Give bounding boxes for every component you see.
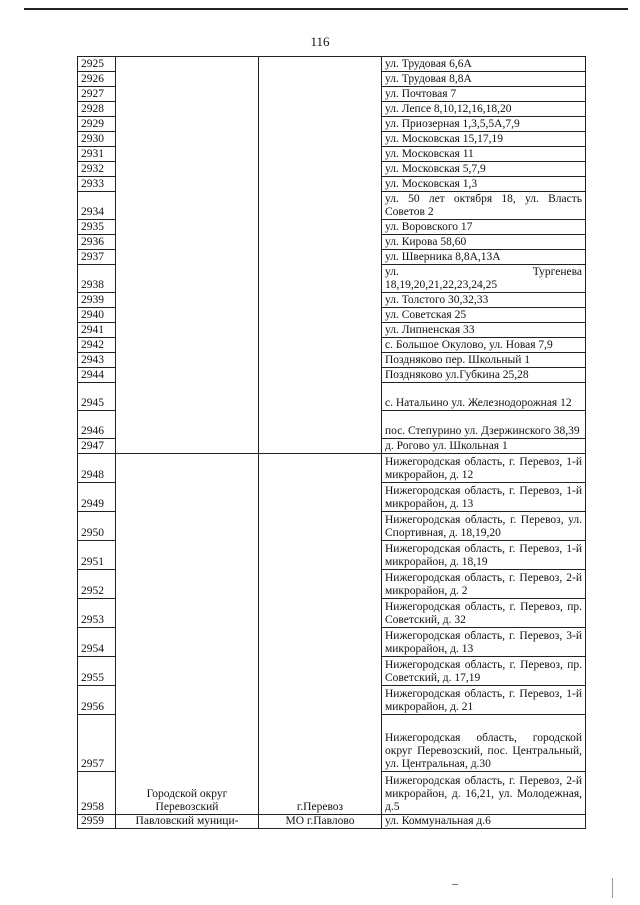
district-cell: Городской округ Перевозский: [116, 454, 259, 815]
scan-mark: [452, 884, 458, 885]
address-cell: [382, 265, 586, 293]
address-cell: ул. 50 лет октября 18, ул. Власть Советов 2: [382, 192, 586, 220]
address-cell: пос. Степурино ул. Дзержинского 38,39: [382, 411, 586, 439]
row-number: 2939: [78, 293, 116, 308]
address-cell: Нижегородская область, г. Перевоз, ул. Спортивная, д. 18,19,20: [382, 512, 586, 541]
address-cell: Нижегородская область, г. Перевоз, пр. Советский, д. 17,19: [382, 657, 586, 686]
address-cell: Нижегородская область, городской округ Перевозский, пос. Центральный, ул. Центральная, д.30: [382, 715, 586, 772]
address-table-body: [78, 57, 586, 829]
row-number: 2944: [78, 368, 116, 383]
row-number: 2953: [78, 599, 116, 628]
row-number: 2949: [78, 483, 116, 512]
row-number: 2946: [78, 411, 116, 439]
address-part: ул.: [385, 266, 399, 278]
row-number: 2926: [78, 72, 116, 87]
address-cell: Нижегородская область, г. Перевоз, 1-й микрорайон, д. 13: [382, 483, 586, 512]
address-part: Тургенева: [532, 266, 582, 278]
address-cell: ул. Советская 25: [382, 308, 586, 323]
table-row: [78, 454, 586, 483]
row-number: 2932: [78, 162, 116, 177]
row-number: 2935: [78, 220, 116, 235]
settlement-cell: [259, 57, 382, 454]
address-cell: Поздняково пер. Школьный 1: [382, 353, 586, 368]
settlement-cell: МО г.Павлово: [259, 815, 382, 829]
address-cell: Нижегородская область, г. Перевоз, пр. Советский, д. 32: [382, 599, 586, 628]
address-cell: Поздняково ул.Губкина 25,28: [382, 368, 586, 383]
row-number: 2950: [78, 512, 116, 541]
address-cell: ул. Толстого 30,32,33: [382, 293, 586, 308]
address-cell: ул. Воровского 17: [382, 220, 586, 235]
address-cell: ул. Шверника 8,8А,13А: [382, 250, 586, 265]
address-cell: ул. Лепсе 8,10,12,16,18,20: [382, 102, 586, 117]
top-rule: [24, 8, 628, 10]
address-line: 18,19,20,21,22,23,24,25: [385, 279, 498, 291]
row-number: 2937: [78, 250, 116, 265]
row-number: 2933: [78, 177, 116, 192]
address-cell: ул. Трудовая 8,8А: [382, 72, 586, 87]
address-line: [385, 266, 582, 279]
scan-mark: [612, 878, 613, 898]
row-number: 2929: [78, 117, 116, 132]
row-number: 2942: [78, 338, 116, 353]
row-number: 2940: [78, 308, 116, 323]
address-cell: Нижегородская область, г. Перевоз, 2-й микрорайон, д. 2: [382, 570, 586, 599]
row-number: 2948: [78, 454, 116, 483]
row-number: 2955: [78, 657, 116, 686]
address-table: [77, 56, 586, 829]
address-cell: д. Рогово ул. Школьная 1: [382, 439, 586, 454]
row-number: 2951: [78, 541, 116, 570]
address-cell: ул. Коммунальная д.6: [382, 815, 586, 829]
address-cell: ул. Приозерная 1,3,5,5А,7,9: [382, 117, 586, 132]
row-number: 2957: [78, 715, 116, 772]
address-cell: ул. Московская 11: [382, 147, 586, 162]
row-number: 2931: [78, 147, 116, 162]
address-cell: ул. Кирова 58,60: [382, 235, 586, 250]
row-number: 2934: [78, 192, 116, 220]
row-number: 2959: [78, 815, 116, 829]
address-cell: ул. Московская 15,17,19: [382, 132, 586, 147]
address-cell: ул. Московская 1,3: [382, 177, 586, 192]
address-cell: Нижегородская область, г. Перевоз, 1-й микрорайон, д. 12: [382, 454, 586, 483]
district-cell: Павловский муници-: [116, 815, 259, 829]
row-number: 2956: [78, 686, 116, 715]
table-row: [78, 57, 586, 72]
row-number: 2958: [78, 772, 116, 815]
district-cell: [116, 57, 259, 454]
address-cell: Нижегородская область, г. Перевоз, 1-й микрорайон, д. 18,19: [382, 541, 586, 570]
address-cell: Нижегородская область, г. Перевоз, 1-й микрорайон, д. 21: [382, 686, 586, 715]
address-cell: с. Большое Окулово, ул. Новая 7,9: [382, 338, 586, 353]
address-cell: Нижегородская область, г. Перевоз, 2-й микрорайон, д. 16,21, ул. Молодежная, д.5: [382, 772, 586, 815]
page-number: 116: [310, 34, 330, 49]
row-number: 2952: [78, 570, 116, 599]
row-number: 2928: [78, 102, 116, 117]
table-row: [78, 815, 586, 829]
row-number: 2927: [78, 87, 116, 102]
row-number: 2945: [78, 383, 116, 411]
row-number: 2925: [78, 57, 116, 72]
row-number: 2930: [78, 132, 116, 147]
row-number: 2936: [78, 235, 116, 250]
address-cell: с. Натальино ул. Железнодорожная 12: [382, 383, 586, 411]
address-cell: ул. Трудовая 6,6А: [382, 57, 586, 72]
address-cell: ул. Липненская 33: [382, 323, 586, 338]
row-number: 2941: [78, 323, 116, 338]
row-number: 2954: [78, 628, 116, 657]
row-number: 2943: [78, 353, 116, 368]
settlement-cell: г.Перевоз: [259, 454, 382, 815]
address-cell: ул. Почтовая 7: [382, 87, 586, 102]
row-number: 2938: [78, 265, 116, 293]
row-number: 2947: [78, 439, 116, 454]
address-cell: Нижегородская область, г. Перевоз, 3-й микрорайон, д. 13: [382, 628, 586, 657]
address-cell: ул. Московская 5,7,9: [382, 162, 586, 177]
